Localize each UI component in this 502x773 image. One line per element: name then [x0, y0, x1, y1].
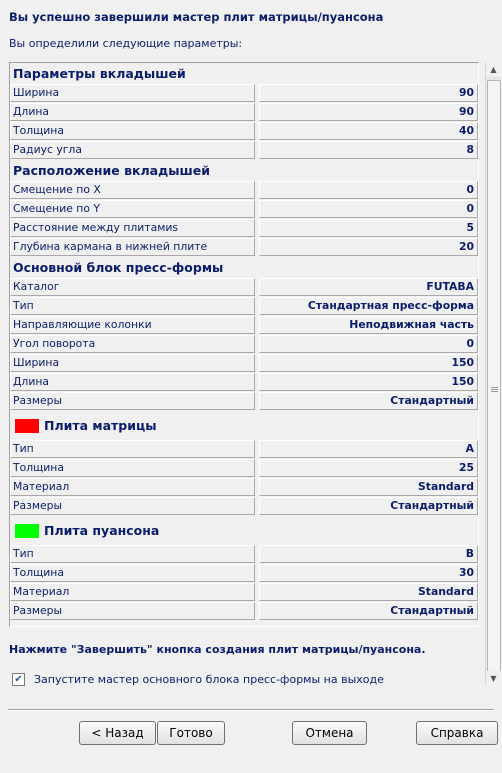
row-value: 8 [259, 141, 478, 159]
scrollbar-grip-icon [491, 387, 498, 393]
parameters-panel [9, 62, 479, 627]
row-label: Каталог [10, 278, 255, 296]
row-label: Тип [10, 297, 255, 315]
row-value: 0 [259, 335, 478, 353]
back-button[interactable]: < Назад [79, 721, 156, 745]
wizard-title: Вы успешно завершили мастер плит матрицы/пуансона [9, 10, 384, 24]
section-punch-plate [10, 516, 478, 620]
table-row [10, 354, 478, 372]
table-row [10, 545, 478, 563]
table-row [10, 602, 478, 620]
row-value: 40 [259, 122, 478, 140]
row-value: 5 [259, 219, 478, 237]
row-label: Толщина [10, 122, 255, 140]
row-value: B [259, 545, 478, 563]
finish-button[interactable]: Готово [157, 721, 225, 745]
vertical-scrollbar[interactable] [485, 62, 501, 686]
row-value: 90 [259, 84, 478, 102]
section-mold-base [10, 257, 478, 410]
table-row [10, 297, 478, 315]
table-row [10, 497, 478, 515]
row-label: Радиус угла [10, 141, 255, 159]
row-label: Смещение по X [10, 181, 255, 199]
row-value: 150 [259, 354, 478, 372]
table-row [10, 373, 478, 391]
row-label: Размеры [10, 392, 255, 410]
row-label: Длина [10, 373, 255, 391]
table-row [10, 181, 478, 199]
row-value: Стандартная пресс-форма [259, 297, 478, 315]
section-insert-params [10, 63, 478, 159]
row-value: Standard [259, 478, 478, 496]
launch-mold-base-wizard-option[interactable] [12, 673, 384, 686]
section-title: Основной блок пресс-формы [13, 260, 224, 275]
row-label: Тип [10, 440, 255, 458]
table-row [10, 122, 478, 140]
row-value: 30 [259, 564, 478, 582]
table-row [10, 335, 478, 353]
row-label: Ширина [10, 354, 255, 372]
row-label: Ширина [10, 84, 255, 102]
launch-wizard-checkbox[interactable] [12, 673, 25, 686]
row-value: 25 [259, 459, 478, 477]
table-row [10, 459, 478, 477]
row-label: Толщина [10, 564, 255, 582]
row-value: 90 [259, 103, 478, 121]
table-row [10, 478, 478, 496]
row-value: Неподвижная часть [259, 316, 478, 334]
section-title: Расположение вкладышей [13, 163, 211, 178]
section-title: Плита пуансона [44, 523, 160, 538]
table-row [10, 583, 478, 601]
table-row [10, 278, 478, 296]
row-label: Материал [10, 478, 255, 496]
row-value: FUTABA [259, 278, 478, 296]
row-label: Смещение по Y [10, 200, 255, 218]
row-value: 150 [259, 373, 478, 391]
row-label: Угол поворота [10, 335, 255, 353]
row-value: 0 [259, 200, 478, 218]
finish-instruction: Нажмите "Завершить" кнопка создания плит матрицы/пуансона. [9, 643, 426, 656]
row-value: 0 [259, 181, 478, 199]
wizard-subtitle: Вы определили следующие параметры: [9, 37, 243, 50]
row-label: Материал [10, 583, 255, 601]
table-row [10, 103, 478, 121]
row-label: Толщина [10, 459, 255, 477]
table-row [10, 316, 478, 334]
row-value: Стандартный [259, 392, 478, 410]
table-row [10, 219, 478, 237]
section-insert-position [10, 160, 478, 256]
table-row [10, 200, 478, 218]
section-title: Параметры вкладышей [13, 66, 186, 81]
row-label: Направляющие колонки [10, 316, 255, 334]
scroll-up-arrow-icon[interactable]: ▲ [486, 62, 501, 77]
section-title: Плита матрицы [44, 418, 157, 433]
row-label: Глубина кармана в нижней плите [10, 238, 255, 256]
die-plate-color-swatch [15, 419, 39, 433]
section-die-plate [10, 411, 478, 515]
scroll-down-arrow-icon[interactable]: ▼ [486, 671, 501, 686]
row-label: Размеры [10, 497, 255, 515]
punch-plate-color-swatch [15, 524, 39, 538]
table-row [10, 84, 478, 102]
scrollbar-thumb[interactable] [487, 80, 501, 672]
table-row [10, 440, 478, 458]
checkbox-label: Запустите мастер основного блока пресс-формы на выходе [34, 673, 384, 686]
table-row [10, 564, 478, 582]
button-separator [8, 709, 494, 711]
section-title-row [10, 411, 478, 440]
table-row [10, 141, 478, 159]
row-label: Размеры [10, 602, 255, 620]
row-value: Стандартный [259, 497, 478, 515]
table-row [10, 392, 478, 410]
row-value: A [259, 440, 478, 458]
row-label: Расстояние между плитамиs [10, 219, 255, 237]
help-button[interactable]: Справка [416, 721, 498, 745]
row-value: Standard [259, 583, 478, 601]
checkmark-icon: ✔ [14, 674, 23, 685]
table-row [10, 238, 478, 256]
cancel-button[interactable]: Отмена [292, 721, 367, 745]
row-value: 20 [259, 238, 478, 256]
row-value: Стандартный [259, 602, 478, 620]
section-title-row [10, 516, 478, 545]
row-label: Длина [10, 103, 255, 121]
row-label: Тип [10, 545, 255, 563]
